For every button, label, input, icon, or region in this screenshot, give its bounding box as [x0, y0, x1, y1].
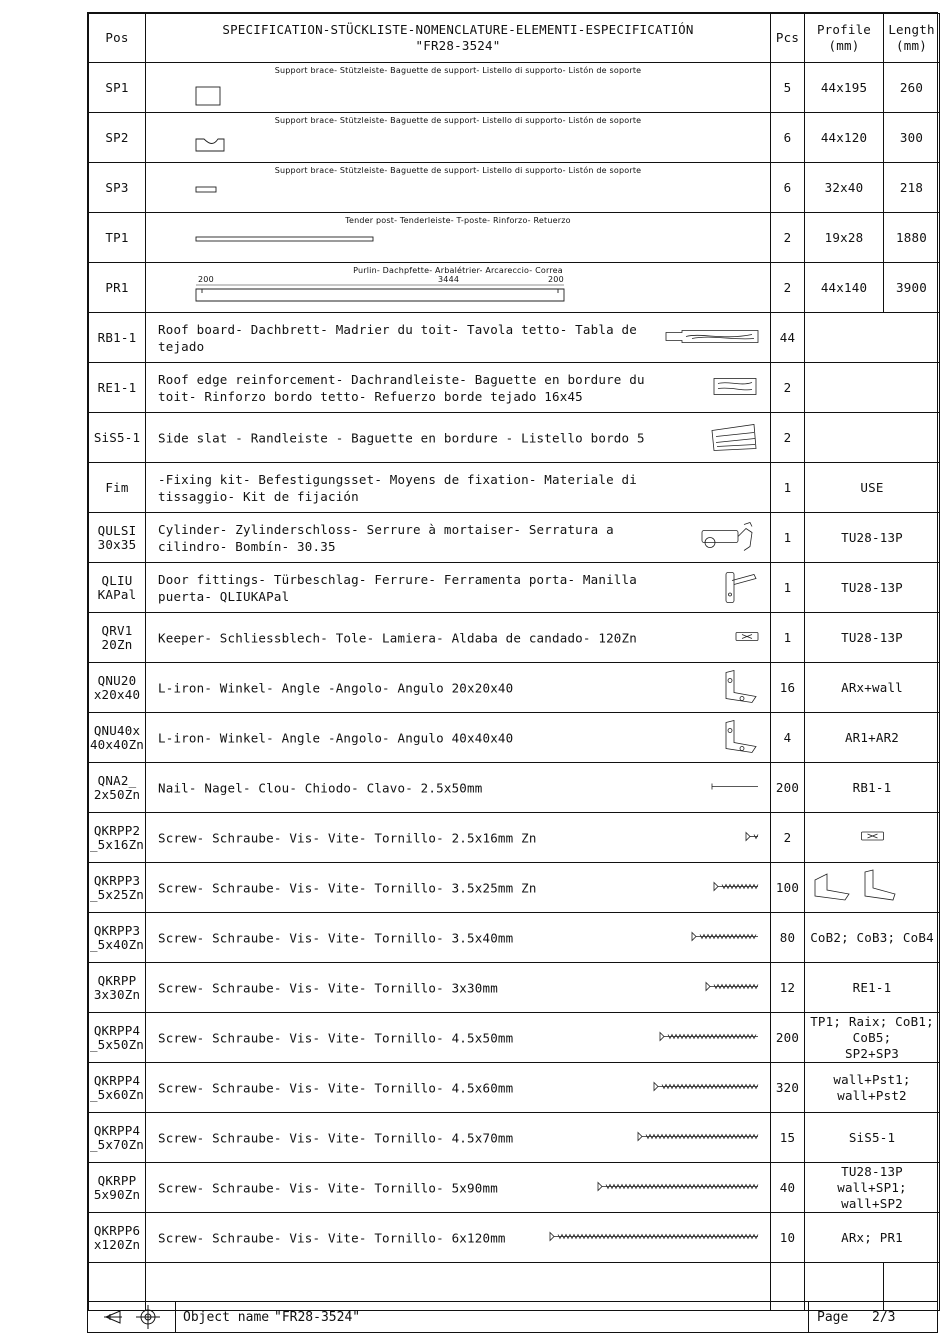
- item-description-text: Roof edge reinforcement- Dachrandleiste- Baguette en bordure du toit- Rinforzo bordo tetto- Refuerzo borde tejado 16x45: [158, 371, 645, 404]
- screw-icon: [590, 1166, 762, 1206]
- item-description: [146, 1213, 770, 1262]
- item-description-text: Screw- Schraube- Vis- Vite- Tornillo- 3.5x25mm Zn: [158, 880, 537, 895]
- header-pos: Pos: [89, 14, 146, 63]
- part-profile: 19x28: [805, 213, 884, 263]
- item-row: [89, 563, 940, 613]
- item-usage: USE: [860, 479, 884, 495]
- item-description: [146, 1063, 770, 1112]
- part-pcs: 6: [771, 113, 805, 163]
- item-pcs: 200: [771, 1013, 805, 1063]
- item-description-cell: [146, 1163, 771, 1213]
- item-pos: QKRPP4 _5x50Zn: [89, 1013, 146, 1063]
- part-drawing-area: [146, 263, 770, 312]
- item-pcs: 10: [771, 1213, 805, 1263]
- title-block: [88, 1301, 937, 1332]
- item-pcs: 1: [771, 513, 805, 563]
- item-pos: QRV1 20Zn: [89, 613, 146, 663]
- item-pos: Fim: [89, 463, 146, 513]
- item-usage-cell: [805, 913, 940, 963]
- footer-object-cell: [176, 1302, 809, 1332]
- item-description-cell: [146, 713, 771, 763]
- item-description-text: Door fittings- Türbeschlag- Ferrure- Ferramenta porta- Manilla puerta- QLIUKAPal: [158, 571, 637, 604]
- screw-icon: [662, 916, 762, 956]
- part-drawing-area: [146, 113, 770, 162]
- item-row: [89, 813, 940, 863]
- item-illustration: [662, 766, 762, 809]
- object-name-value: "FR28-3524": [274, 1310, 361, 1325]
- part-pcs: 2: [771, 263, 805, 313]
- item-row: [89, 1213, 940, 1263]
- header-profile-label: Profile: [816, 22, 872, 37]
- item-description-cell: [146, 563, 771, 613]
- part-description-cell: [146, 263, 771, 313]
- item-pcs: 40: [771, 1163, 805, 1213]
- part-dimension: 200: [548, 275, 564, 284]
- part-pcs: 6: [771, 163, 805, 213]
- part-pos: SP3: [89, 163, 146, 213]
- item-description-text: Nail- Nagel- Clou- Chiodo- Clavo- 2.5x50mm: [158, 780, 483, 795]
- door-handle-icon: [662, 566, 762, 606]
- item-illustration: [542, 1216, 762, 1259]
- item-usage-line2: wall+SP1; wall+SP2: [837, 1179, 907, 1211]
- item-pos: QKRPP4 _5x70Zn: [89, 1113, 146, 1163]
- item-description-cell: [146, 613, 771, 663]
- side-slat-icon: [662, 416, 762, 456]
- item-description: [146, 913, 770, 962]
- item-usage-line2: SP2+SP3: [844, 1045, 900, 1061]
- item-row: [89, 863, 940, 913]
- item-usage-cell: [805, 1063, 940, 1113]
- item-pos: RB1-1: [89, 313, 146, 363]
- header-profile-unit: (mm): [828, 38, 860, 53]
- item-row: [89, 713, 940, 763]
- item-usage: TU28-13P: [841, 529, 903, 545]
- item-usage-cell: [805, 1213, 940, 1263]
- footer-symbols: [88, 1302, 176, 1332]
- page-label: Page: [817, 1310, 849, 1325]
- specification-table: [88, 13, 940, 1311]
- item-usage-cell: [805, 813, 940, 863]
- item-pcs: 4: [771, 713, 805, 763]
- item-pos: QULSI 30x35: [89, 513, 146, 563]
- item-row: [89, 763, 940, 813]
- item-description-text: Screw- Schraube- Vis- Vite- Tornillo- 5x90mm: [158, 1180, 498, 1195]
- item-illustration: [662, 716, 762, 759]
- item-usage: SiS5-1: [848, 1129, 896, 1145]
- item-usage: RE1-1: [852, 979, 892, 995]
- part-profile: 44x120: [805, 113, 884, 163]
- item-illustration: [662, 666, 762, 709]
- part-pos: SP1: [89, 63, 146, 113]
- part-caption: Support brace- Stützleiste- Baguette de support- Listello di supporto- Listón de soporte: [274, 166, 642, 175]
- sheet-title: SPECIFICATION-STÜCKLISTE-NOMENCLATURE-ELEMENTI-ESPECIFICATIÓN: [222, 22, 694, 37]
- item-usage: TU28-13P: [841, 1163, 903, 1179]
- item-pcs: 200: [771, 763, 805, 813]
- item-description-text: L-iron- Winkel- Angle -Angolo- Angulo 40x40x40: [158, 730, 514, 745]
- item-description: [146, 563, 770, 612]
- item-pos: QNU20 x20x40: [89, 663, 146, 713]
- header-length-unit: (mm): [896, 38, 927, 53]
- item-description-text: Screw- Schraube- Vis- Vite- Tornillo- 4.5x50mm: [158, 1030, 514, 1045]
- item-usage-cell: [805, 1013, 940, 1063]
- item-row: [89, 1113, 940, 1163]
- screw-icon: [652, 1016, 762, 1056]
- header-profile: [805, 14, 884, 63]
- part-row-sp2: [89, 113, 940, 163]
- item-illustration: [652, 1016, 762, 1059]
- item-description-cell: [146, 363, 771, 413]
- item-pos: QLIU KAPal: [89, 563, 146, 613]
- part-caption: Purlin- Dachpfette- Arbalétrier- Arcareccio- Correa: [353, 266, 563, 275]
- part-description-cell: [146, 113, 771, 163]
- item-usage: TU28-13P: [841, 629, 903, 645]
- item-pcs: 1: [771, 613, 805, 663]
- nail-icon: [662, 766, 762, 806]
- item-row: [89, 913, 940, 963]
- part-row-tp1: [89, 213, 940, 263]
- part-description-cell: [146, 163, 771, 213]
- item-description: [146, 463, 770, 512]
- item-description-cell: [146, 313, 771, 363]
- part-caption: Support brace- Stützleiste- Baguette de support- Listello di supporto- Listón de soporte: [274, 66, 642, 75]
- item-pcs: 12: [771, 963, 805, 1013]
- part-row-pr1: [89, 263, 940, 313]
- header-length: [884, 14, 940, 63]
- roof-board-icon: [662, 316, 762, 356]
- item-illustration: [662, 616, 762, 659]
- item-illustration: [662, 366, 762, 409]
- item-illustration: [630, 1116, 762, 1159]
- part-length: 3900: [884, 263, 940, 313]
- item-pos: QKRPP4 _5x60Zn: [89, 1063, 146, 1113]
- item-usage-cell: [805, 463, 940, 513]
- item-usage-cell: [805, 513, 940, 563]
- part-drawing-area: [146, 163, 770, 212]
- item-description-text: Screw- Schraube- Vis- Vite- Tornillo- 4.5x70mm: [158, 1130, 514, 1145]
- item-pos: QNU40x 40x40Zn: [89, 713, 146, 763]
- item-description-cell: [146, 413, 771, 463]
- item-description-cell: [146, 663, 771, 713]
- part-pos: SP2: [89, 113, 146, 163]
- footer-page-cell: [809, 1302, 937, 1332]
- item-description-cell: [146, 763, 771, 813]
- item-pcs: 100: [771, 863, 805, 913]
- item-usage-cell: [805, 663, 940, 713]
- item-description: [146, 663, 770, 712]
- item-illustration: [662, 866, 762, 909]
- item-description-cell: [146, 1213, 771, 1263]
- item-description-text: Screw- Schraube- Vis- Vite- Tornillo- 3x30mm: [158, 980, 498, 995]
- item-usage-cell: [805, 563, 940, 613]
- specification-sheet: [87, 12, 938, 1333]
- item-description: [146, 813, 770, 862]
- item-pcs: 320: [771, 1063, 805, 1113]
- item-description-text: Screw- Schraube- Vis- Vite- Tornillo- 6x120mm: [158, 1230, 506, 1245]
- part-drawing-area: [146, 63, 770, 112]
- part-pcs: 5: [771, 63, 805, 113]
- header-length-label: Length: [888, 22, 935, 37]
- item-usage: wall+Pst1; wall+Pst2: [833, 1071, 911, 1103]
- item-description: [146, 1113, 770, 1162]
- item-illustration: [646, 1066, 762, 1109]
- item-description-cell: [146, 913, 771, 963]
- item-usage: TU28-13P: [841, 579, 903, 595]
- crosshair-symbol-icon: [132, 1302, 172, 1332]
- sheet-subtitle: "FR28-3524": [415, 38, 501, 53]
- item-illustration: [662, 316, 762, 359]
- item-description-text: Side slat - Randleiste - Baguette en bordure - Listello bordo 5: [158, 430, 645, 445]
- two-brackets-icon: [805, 866, 940, 906]
- part-length: 260: [884, 63, 940, 113]
- item-pcs: 44: [771, 313, 805, 363]
- part-row-sp3: [89, 163, 940, 213]
- item-description-cell: [146, 463, 771, 513]
- page-number: 2/3: [872, 1310, 896, 1325]
- item-illustration: [662, 916, 762, 959]
- item-illustration: [662, 816, 762, 859]
- part-description-cell: [146, 213, 771, 263]
- item-pos: QKRPP3 _5x40Zn: [89, 913, 146, 963]
- screw-icon: [662, 966, 762, 1006]
- header-row: [89, 14, 940, 63]
- part-pos: PR1: [89, 263, 146, 313]
- item-row: [89, 963, 940, 1013]
- item-illustration: [662, 516, 762, 559]
- item-description-text: Keeper- Schliessblech- Tole- Lamiera- Aldaba de candado- 120Zn: [158, 630, 637, 645]
- header-title-cell: [146, 14, 771, 63]
- item-description: [146, 313, 770, 362]
- item-illustration: [662, 566, 762, 609]
- item-description-cell: [146, 813, 771, 863]
- keeper-plate-icon: [662, 616, 762, 656]
- item-illustration: [590, 1166, 762, 1209]
- item-row: [89, 1063, 940, 1113]
- item-usage: CoB2; CoB3; CoB4: [810, 929, 934, 945]
- item-row: [89, 413, 940, 463]
- part-drawing-area: [146, 213, 770, 262]
- item-pos: QKRPP6 x120Zn: [89, 1213, 146, 1263]
- item-usage: ARx+wall: [841, 679, 903, 695]
- header-pcs: Pcs: [771, 14, 805, 63]
- item-usage-cell: [805, 363, 940, 413]
- item-row: [89, 1163, 940, 1213]
- screw-icon: [662, 866, 762, 906]
- item-row: [89, 313, 940, 363]
- screw-icon: [646, 1066, 762, 1106]
- item-usage: TP1; Raix; CoB1; CoB5;: [810, 1013, 934, 1045]
- item-pos: QKRPP 3x30Zn: [89, 963, 146, 1013]
- item-description-cell: [146, 1113, 771, 1163]
- item-usage: RB1-1: [852, 779, 892, 795]
- part-dimension: 3444: [438, 275, 460, 284]
- part-profile: 32x40: [805, 163, 884, 213]
- item-pcs: 15: [771, 1113, 805, 1163]
- item-description: [146, 513, 770, 562]
- item-usage-cell: [805, 413, 940, 463]
- item-usage-cell: [805, 863, 940, 913]
- item-pcs: 2: [771, 413, 805, 463]
- item-description-cell: [146, 863, 771, 913]
- part-caption: Support brace- Stützleiste- Baguette de support- Listello di supporto- Listón de soporte: [274, 116, 642, 125]
- item-description: [146, 1013, 770, 1062]
- item-pos: QKRPP3 _5x25Zn: [89, 863, 146, 913]
- item-pos: QKRPP 5x90Zn: [89, 1163, 146, 1213]
- item-description: [146, 863, 770, 912]
- angle-bracket-icon: [662, 666, 762, 706]
- part-length: 218: [884, 163, 940, 213]
- edge-board-icon: [662, 366, 762, 406]
- item-description: [146, 363, 770, 412]
- item-illustration: [662, 416, 762, 459]
- item-description-cell: [146, 963, 771, 1013]
- item-pos: QNA2_ 2x50Zn: [89, 763, 146, 813]
- item-usage-cell: [805, 313, 940, 363]
- object-name-label: Object name: [183, 1310, 270, 1325]
- item-row: [89, 463, 940, 513]
- item-description-text: Screw- Schraube- Vis- Vite- Tornillo- 2.5x16mm Zn: [158, 830, 537, 845]
- part-length: 1880: [884, 213, 940, 263]
- item-description: [146, 413, 770, 462]
- item-pcs: 16: [771, 663, 805, 713]
- item-usage-cell: [805, 713, 940, 763]
- item-description-text: Screw- Schraube- Vis- Vite- Tornillo- 4.5x60mm: [158, 1080, 514, 1095]
- item-description-text: -Fixing kit- Befestigungsset- Moyens de fixation- Materiale di tissaggio- Kit de fijación: [158, 471, 637, 504]
- item-description-cell: [146, 513, 771, 563]
- item-usage-cell: [805, 1163, 940, 1213]
- part-length: 300: [884, 113, 940, 163]
- item-usage-cell: [805, 963, 940, 1013]
- item-description-text: L-iron- Winkel- Angle -Angolo- Angulo 20x20x40: [158, 680, 514, 695]
- part-description-cell: [146, 63, 771, 113]
- item-description: [146, 763, 770, 812]
- item-pos: SiS5-1: [89, 413, 146, 463]
- item-pcs: 1: [771, 463, 805, 513]
- item-pcs: 80: [771, 913, 805, 963]
- part-dimension: 200: [198, 275, 214, 284]
- item-row: [89, 363, 940, 413]
- part-profile: 44x195: [805, 63, 884, 113]
- item-row: [89, 613, 940, 663]
- item-description-cell: [146, 1013, 771, 1063]
- angle-bracket-icon: [662, 716, 762, 756]
- item-description: [146, 1163, 770, 1212]
- part-profile: 44x140: [805, 263, 884, 313]
- item-usage-cell: [805, 1113, 940, 1163]
- keeper-plate-icon: [805, 816, 940, 856]
- item-pos: RE1-1: [89, 363, 146, 413]
- item-description-cell: [146, 1063, 771, 1113]
- item-description-text: Roof board- Dachbrett- Madrier du toit- Tavola tetto- Tabla de tejado: [158, 321, 637, 354]
- item-usage-cell: [805, 763, 940, 813]
- part-pos: TP1: [89, 213, 146, 263]
- screw-icon: [542, 1216, 762, 1256]
- screw-icon: [630, 1116, 762, 1156]
- item-row: [89, 663, 940, 713]
- item-pos: QKRPP2 _5x16Zn: [89, 813, 146, 863]
- screw-icon: [662, 816, 762, 856]
- item-description: [146, 713, 770, 762]
- item-usage: AR1+AR2: [844, 729, 900, 745]
- item-usage: ARx; PR1: [841, 1229, 903, 1245]
- item-description-text: Screw- Schraube- Vis- Vite- Tornillo- 3.5x40mm: [158, 930, 514, 945]
- item-pcs: 2: [771, 363, 805, 413]
- item-description: [146, 963, 770, 1012]
- cylinder-lock-icon: [662, 516, 762, 556]
- item-usage-cell: [805, 613, 940, 663]
- item-row: [89, 1013, 940, 1063]
- item-illustration: [662, 966, 762, 1009]
- item-description: [146, 613, 770, 662]
- item-pcs: 1: [771, 563, 805, 613]
- item-row: [89, 513, 940, 563]
- item-pcs: 2: [771, 813, 805, 863]
- part-caption: Tender post- Tenderleiste- T-poste- Rinforzo- Retuerzo: [345, 216, 571, 225]
- part-row-sp1: [89, 63, 940, 113]
- item-description-text: Cylinder- Zylinderschloss- Serrure à mortaiser- Serratura a cilindro- Bombín- 30.35: [158, 521, 614, 554]
- part-pcs: 2: [771, 213, 805, 263]
